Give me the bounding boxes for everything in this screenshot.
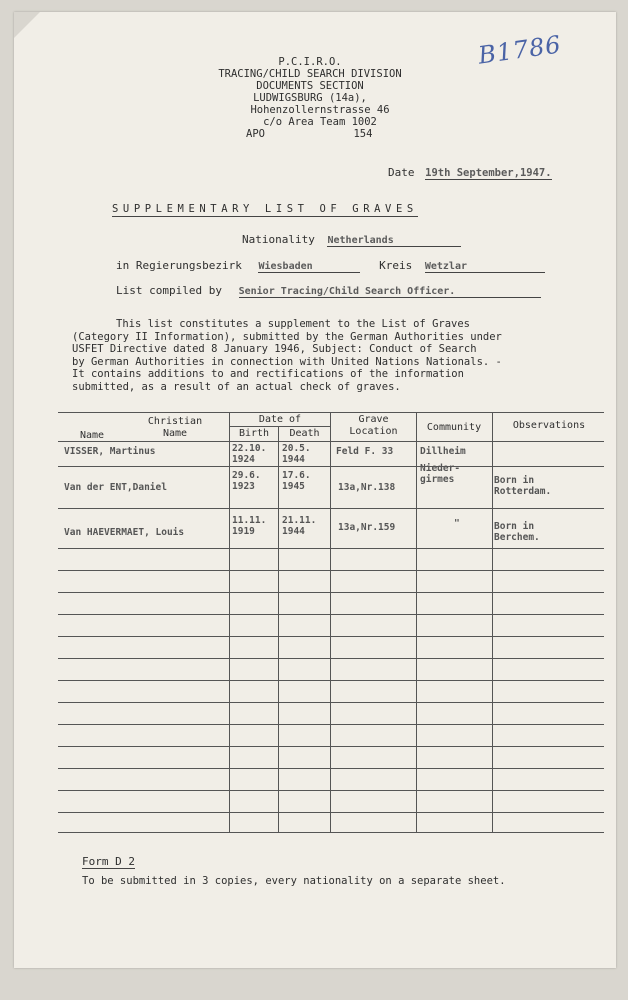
header-christian-name bbox=[130, 416, 220, 440]
kreis-label: Kreis bbox=[379, 259, 413, 272]
table-rule bbox=[58, 812, 604, 813]
kreis-value: Wetzlar bbox=[425, 261, 545, 273]
table-rule bbox=[58, 768, 604, 769]
cell-community: Dillheim bbox=[420, 446, 466, 457]
table-rule bbox=[58, 790, 604, 791]
letterhead bbox=[190, 56, 430, 140]
intro-line: This list constitutes a supplement to the List of Graves bbox=[116, 318, 471, 330]
cell-community: " bbox=[454, 518, 460, 529]
col-divider-grave bbox=[330, 412, 331, 832]
cell-observations: Born in Berchem. bbox=[494, 521, 540, 543]
submission-note: To be submitted in 3 copies, every nationality on a separate sheet. bbox=[82, 875, 506, 887]
table-rule bbox=[58, 702, 604, 703]
col-divider-observations bbox=[492, 412, 493, 832]
cell-death: 20.5. 1944 bbox=[282, 443, 311, 465]
header-observations: Observations bbox=[512, 420, 586, 431]
compiled-by-row bbox=[116, 284, 541, 298]
regierungsbezirk-label: in Regierungsbezirk bbox=[116, 259, 242, 272]
cell-community: Nieder- girmes bbox=[420, 463, 461, 485]
nationality-value: Netherlands bbox=[327, 235, 461, 247]
header-name: Name bbox=[80, 430, 105, 441]
letterhead-line: DOCUMENTS SECTION bbox=[256, 80, 364, 92]
table-rule bbox=[58, 570, 604, 571]
table-rule bbox=[58, 548, 604, 549]
header-grave-line: Grave bbox=[358, 414, 389, 425]
cell-location: 13a,Nr.159 bbox=[338, 522, 396, 533]
header-date-of: Date of bbox=[258, 414, 302, 425]
intro-paragraph bbox=[72, 318, 502, 393]
date-label: Date bbox=[388, 166, 415, 179]
letterhead-line: Hohenzollernstrasse 46 bbox=[250, 104, 390, 116]
table-rule bbox=[58, 636, 604, 637]
nationality-row bbox=[242, 233, 461, 247]
cell-name: VISSER, Martinus bbox=[64, 446, 156, 457]
cell-death: 21.11. 1944 bbox=[282, 515, 317, 537]
table-bottom-rule bbox=[58, 832, 604, 833]
date-line bbox=[388, 166, 552, 179]
cell-birth: 22.10. 1924 bbox=[232, 443, 267, 465]
compiled-by-label: List compiled by bbox=[116, 284, 222, 297]
header-christian-line: Christian bbox=[147, 416, 203, 427]
header-birth: Birth bbox=[238, 428, 270, 439]
nationality-label: Nationality bbox=[242, 233, 315, 246]
table-rule bbox=[58, 746, 604, 747]
cell-location: Feld F. 33 bbox=[336, 446, 394, 457]
cell-name: Van HAEVERMAET, Louis bbox=[64, 527, 185, 538]
header-community: Community bbox=[426, 422, 482, 433]
intro-line: It contains additions to and rectifications of the information bbox=[72, 368, 464, 380]
table-rule bbox=[58, 592, 604, 593]
intro-line: by German Authorities in connection with United Nations Nationals. - bbox=[72, 355, 502, 368]
table-rule bbox=[58, 658, 604, 659]
cell-birth: 11.11. 1919 bbox=[232, 515, 267, 537]
header-grave-location bbox=[331, 414, 416, 438]
table-header-rule bbox=[58, 441, 604, 442]
date-value: 19th September,1947. bbox=[425, 167, 552, 179]
letterhead-line: c/o Area Team 1002 bbox=[263, 116, 377, 128]
archive-number-stamp: B1786 bbox=[476, 30, 564, 70]
col-divider-death bbox=[278, 426, 279, 832]
form-number: Form D 2 bbox=[82, 855, 135, 868]
document-title: SUPPLEMENTARY LIST OF GRAVES bbox=[112, 203, 418, 215]
folded-corner bbox=[14, 12, 40, 38]
header-death: Death bbox=[289, 428, 320, 439]
col-divider-community bbox=[416, 412, 417, 832]
letterhead-line: LUDWIGSBURG (14a), bbox=[253, 92, 367, 104]
col-divider-birth bbox=[229, 412, 230, 832]
letterhead-line: APO 154 bbox=[246, 128, 373, 140]
intro-line: USFET Directive dated 8 January 1946, Subject: Conduct of Search bbox=[72, 343, 477, 355]
header-grave-line: Location bbox=[349, 426, 398, 437]
cell-birth: 29.6. 1923 bbox=[232, 470, 261, 492]
table-rule bbox=[58, 680, 604, 681]
table-top-rule bbox=[58, 412, 604, 413]
table-rule bbox=[58, 724, 604, 725]
intro-line: submitted, as a result of an actual check of graves. bbox=[72, 380, 401, 393]
cell-death: 17.6. 1945 bbox=[282, 470, 311, 492]
cell-observations: Born in Rotterdam. bbox=[494, 475, 552, 497]
letterhead-line: P.C.I.R.O. bbox=[278, 56, 342, 68]
regierungsbezirk-value: Wiesbaden bbox=[258, 261, 360, 273]
cell-location: 13a,Nr.138 bbox=[338, 482, 396, 493]
table-rule bbox=[58, 466, 604, 467]
table-rule bbox=[58, 614, 604, 615]
date-of-rule bbox=[230, 426, 330, 427]
regierungsbezirk-row bbox=[116, 259, 545, 273]
compiled-by-value: Senior Tracing/Child Search Officer. bbox=[239, 286, 541, 298]
table-rule bbox=[58, 508, 604, 509]
intro-line: (Category II Information), submitted by the German Authorities under bbox=[72, 330, 502, 343]
header-christian-line: Name bbox=[162, 428, 188, 439]
letterhead-line: TRACING/CHILD SEARCH DIVISION bbox=[218, 68, 402, 80]
cell-name: Van der ENT,Daniel bbox=[64, 482, 167, 493]
